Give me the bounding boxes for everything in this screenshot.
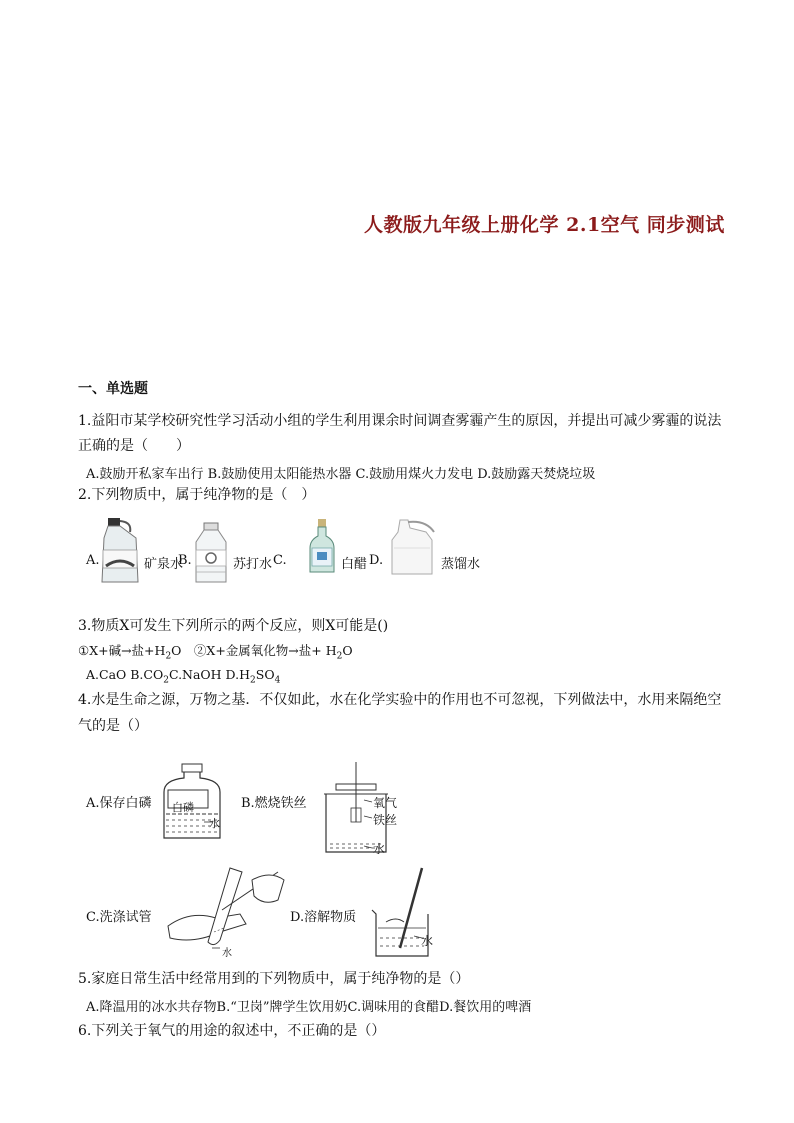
section-heading: 一、单选题 (78, 381, 148, 397)
q4-stem-line1: 4.水是生命之源，万物之基．不仅如此，水在化学实验中的作用也不可忽视，下列做法中，水用来隔绝空 (78, 692, 722, 708)
q4-b-iron-label: 铁丝 (373, 813, 398, 827)
q3-reactions: ①X+碱→盐$+H_2O$ ②X+金属氧化物→盐+ $H_2O$ (78, 643, 353, 662)
q2-option-d-letter: D. (369, 553, 384, 568)
q4-option-a: A.保存白磷 (86, 796, 152, 811)
distilled-water-bottle-image (386, 518, 438, 578)
q4-c-water-label: 水 (222, 948, 232, 959)
q4-b-water-label: 水 (373, 842, 386, 856)
q1-stem-line1: 1.益阳市某学校研究性学习活动小组的学生利用课余时间调查雾霾产生的原因，并提出可减少雾霾的说法 (78, 413, 722, 429)
q4-a-jar-label: 白磷 (172, 801, 194, 814)
q2-option-c-label: 白醋 (341, 557, 368, 572)
q5-options: A.降温用的冰水共存物B.“卫岗”牌学生饮用奶C.调味用的食醋D.餐饮用的啤酒 (86, 1000, 532, 1015)
q3-stem: 3.物质X可发生下列所示的两个反应，则X可能是() (78, 618, 389, 634)
q4-stem-line2: 气的是（） (78, 718, 148, 734)
soda-water-bottle-image (190, 522, 232, 584)
q4-option-d: D.溶解物质 (290, 910, 357, 925)
q6-stem: 6.下列关于氧气的用途的叙述中，不正确的是（） (78, 1023, 386, 1039)
q2-option-c-letter: C. (273, 553, 287, 568)
q2-option-d-label: 蒸馏水 (441, 557, 481, 572)
q2-option-b-label: 苏打水 (233, 557, 273, 572)
q4-option-b: B.燃烧铁丝 (241, 796, 307, 811)
q4-b-oxygen-label: 氧气 (373, 796, 398, 810)
q1-stem-line2: 正确的是（ ） (78, 438, 190, 454)
mineral-water-bottle-image (98, 516, 142, 584)
q4-option-c: C.洗涤试管 (86, 910, 152, 925)
q4-d-water-label: 水 (421, 934, 434, 948)
page-title: 人教版九年级上册化学 2.1空气 同步测试 (364, 214, 725, 236)
q2-option-a-label: 矿泉水 (144, 557, 184, 572)
q2-option-a-letter: A. (86, 553, 100, 568)
q4-a-water-label: 水 (209, 817, 220, 830)
q5-stem: 5.家庭日常生活中经常用到的下列物质中，属于纯净物的是（） (78, 971, 470, 987)
q3-options: A.CaO $B.CO_2C.NaOH$ $D.H_2SO_4$ (86, 667, 281, 686)
q1-options: A.鼓励开私家车出行 B.鼓励使用太阳能热水器 C.鼓励用煤火力发电 D.鼓励露天焚烧垃圾 (86, 467, 596, 482)
q2-stem: 2.下列物质中，属于纯净物的是（ ） (78, 487, 316, 503)
white-vinegar-bottle-image (308, 518, 336, 574)
q2-option-b-letter: B. (178, 553, 192, 568)
